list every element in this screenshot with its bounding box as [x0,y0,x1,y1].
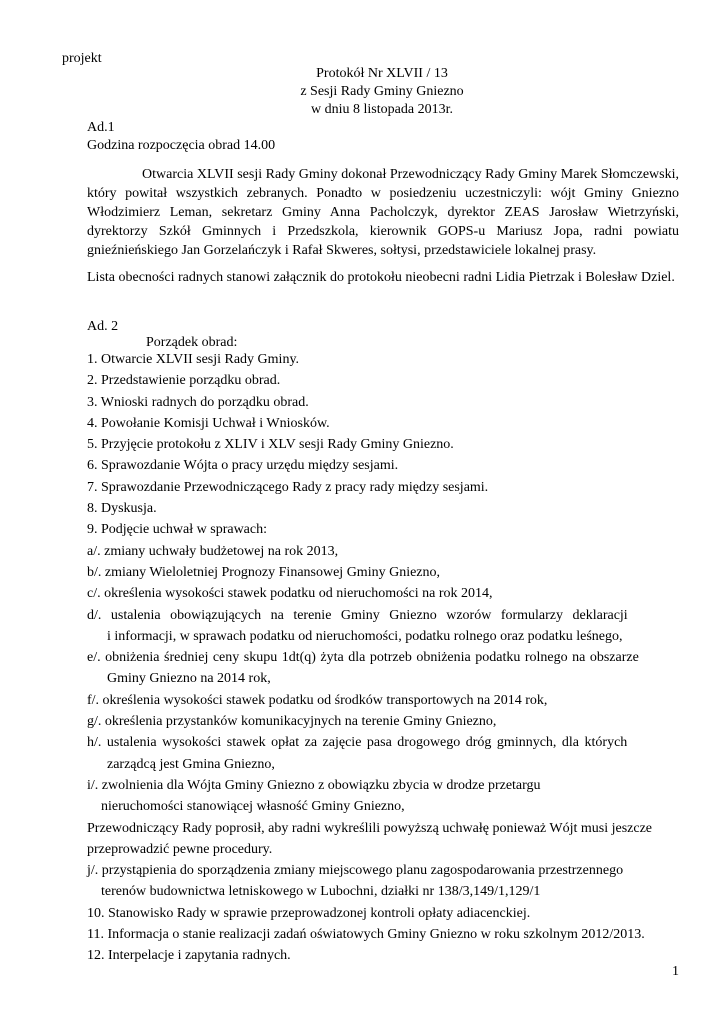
agenda-item: 12. Interpelacje i zapytania radnych. [87,948,291,964]
opening-paragraph: Otwarcia XLVII sesji Rady Gminy dokonał Przewodniczący Rady Gminy Marek Słomczewski, który powitał wszystkich zebranych. Ponadto w posiedzeniu uczestniczyli: wójt Gminy Gniezno Włodzimierz Leman, sekretarz Gminy Anna Pacholczyk, dyrektor ZEAS Jarosław Wietrzyński, dyrektorzy Szkół Gminnych i Przedszkola, kierownik GOPS-u Mariusz Jopa, radni powiatu gnieźnieńskiego Jan Gorzelańczyk i Rafał Skweres, sołtysi, przedstawiciele lokalnej prasy. [87,167,679,258]
resolution-item-continuation: terenów budownictwa letniskowego w Lubochni, działki nr 138/3,149/1,129/1 [101,884,541,900]
resolution-item: i/. zwolnienia dla Wójta Gminy Gniezno z obowiązku zbycia w drodze przetargu [87,777,541,793]
ad1-heading: Ad.1 [87,120,115,135]
resolution-item: c/. określenia wysokości stawek podatku od nieruchomości na rok 2014, [87,586,493,602]
resolution-item: h/. ustalenia wysokości stawek opłat za zajęcie pasa drogowego dróg gminnych, dla których [87,735,628,751]
resolution-item: f/. określenia wysokości stawek podatku od środków transportowych na 2014 rok, [87,692,548,708]
resolution-item: d/. ustalenia obowiązujących na terenie Gminy Gniezno wzorów formularzy deklaracji [87,607,628,623]
agenda-item: 5. Przyjęcie protokołu z XLIV i XLV sesji Rady Gminy Gniezno. [87,437,454,453]
page-number: 1 [672,964,679,979]
resolution-item: b/. zmiany Wieloletniej Prognozy Finansowej Gminy Gniezno, [87,564,441,580]
chairman-note: Przewodniczący Rady poprosił, aby radni wykreślili powyższą uchwałę ponieważ Wójt musi jeszcze [87,820,653,836]
resolution-item-continuation: zarządcą jest Gmina Gniezno, [107,756,275,772]
resolution-item: e/. obniżenia średniej ceny skupu 1dt(q) żyta dla potrzeb obniżenia podatku rolnego na obszarze [87,650,639,666]
resolution-item-continuation: Gminy Gniezno na 2014 rok, [107,671,271,687]
agenda-item: 8. Dyskusja. [87,501,157,517]
draft-label: projekt [62,51,102,66]
agenda-item: 7. Sprawozdanie Przewodniczącego Rady z pracy rady między sesjami. [87,479,489,495]
chairman-note-continuation: przeprowadzić pewne procedury. [87,841,273,857]
agenda-item: 2. Przedstawienie porządku obrad. [87,373,281,389]
session-title: z Sesji Rady Gminy Gniezno [300,84,464,99]
attendance-paragraph: Lista obecności radnych stanowi załącznik do protokołu nieobecni radni Lidia Pietrzak i Bolesław Dziel. [87,270,675,285]
agenda-item: 9. Podjęcie uchwał w sprawach: [87,522,267,538]
agenda-item: 11. Informacja o stanie realizacji zadań oświatowych Gminy Gniezno w roku szkolnym 2012/2013. [87,927,645,943]
ad2-heading: Ad. 2 [87,319,119,334]
agenda-item: 1. Otwarcie XLVII sesji Rady Gminy. [87,352,300,367]
session-date: w dniu 8 listopada 2013r. [311,102,453,117]
resolution-item-continuation: i informacji, w sprawach podatku od nieruchomości, podatku rolnego oraz podatku leśnego, [107,628,623,644]
start-time: Godzina rozpoczęcia obrad 14.00 [87,138,276,153]
resolution-item-continuation: nieruchomości stanowiącej własność Gminy Gniezno, [101,799,405,815]
agenda-item: 3. Wnioski radnych do porządku obrad. [87,394,309,410]
agenda-item: 6. Sprawozdanie Wójta o pracy urzędu między sesjami. [87,458,399,474]
agenda-title: Porządek obrad: [146,335,238,350]
agenda-list [87,349,687,967]
protocol-title: Protokół Nr XLVII / 13 [316,66,448,81]
resolution-item: j/. przystąpienia do sporządzenia zmiany miejscowego planu zagospodarowania przestrzennego [87,863,624,879]
resolution-item: g/. określenia przystanków komunikacyjnych na terenie Gminy Gniezno, [87,714,497,730]
resolution-item: a/. zmiany uchwały budżetowej na rok 2013, [87,543,339,559]
agenda-item: 10. Stanowisko Rady w sprawie przeprowadzonej kontroli opłaty adiacenckiej. [87,905,531,921]
agenda-item: 4. Powołanie Komisji Uchwał i Wniosków. [87,415,330,431]
